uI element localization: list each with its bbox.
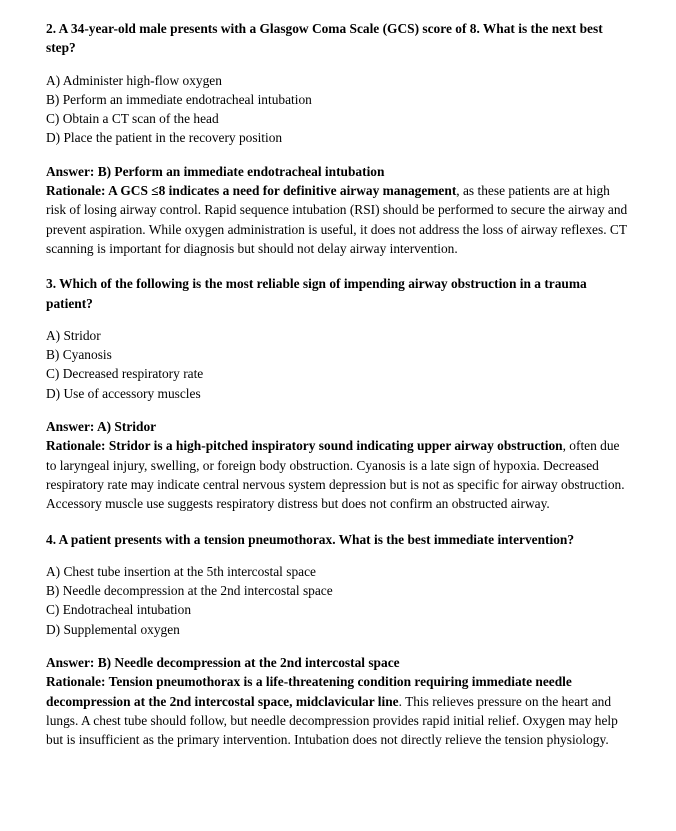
answer-group [46, 417, 630, 513]
answer-line: Answer: A) Stridor [46, 419, 157, 435]
answer-group [46, 162, 630, 258]
option-c[interactable]: C) Obtain a CT scan of the head [46, 111, 219, 127]
option-a[interactable]: A) Chest tube insertion at the 5th intercostal space [46, 563, 316, 579]
option-d[interactable]: D) Place the patient in the recovery position [46, 130, 283, 146]
option-b[interactable]: B) Needle decompression at the 2nd intercostal space [46, 583, 333, 599]
question-block-2 [46, 19, 630, 258]
rationale-body: . This relieves pressure on the heart and lungs. A chest tube should follow, but needle decompression provides rapid initial relief. Oxygen may help but is insufficient as the primary intervention. Intubation does not directly relieve the tension physiology. [46, 693, 618, 748]
question-stem: 2. A 34-year-old male presents with a Glasgow Coma Scale (GCS) score of 8. What is the next best step? [46, 21, 603, 56]
rationale-text [46, 181, 630, 258]
answer-options-list [46, 562, 630, 639]
option-b[interactable]: B) Perform an immediate endotracheal intubation [46, 91, 312, 107]
answer-line: Answer: B) Perform an immediate endotracheal intubation [46, 163, 385, 179]
rationale-body: , as these patients are at high risk of losing airway control. Rapid sequence intubation (RSI) should be performed to secure the airway and prevent aspiration. While oxygen administration is useful, it does not address the loss of airway reflexes. CT scanning is important for diagnosis but should not delay airway intervention. [46, 183, 628, 256]
option-a[interactable]: A) Stridor [46, 327, 101, 343]
rationale-lead: Rationale: Tension pneumothorax is a life-threatening condition requiring immediate needle decompression at the 2nd intercostal space, midclavicular line [46, 674, 572, 709]
rationale-body: , often due to laryngeal injury, swelling, or foreign body obstruction. Cyanosis is a late sign of hypoxia. Decreased respiratory rate may indicate central nervous system depression but is not as specific for airway obstruction. Accessory muscle use suggests respiratory distress but does not confirm an obstructed airway. [46, 438, 625, 512]
answer-options-list [46, 326, 630, 403]
option-c[interactable]: C) Decreased respiratory rate [46, 366, 204, 382]
rationale-text [46, 672, 630, 749]
question-block-3 [46, 274, 630, 513]
answer-options-list [46, 71, 630, 148]
answer-line: Answer: B) Needle decompression at the 2nd intercostal space [46, 655, 400, 671]
option-c[interactable]: C) Endotracheal intubation [46, 602, 192, 618]
option-b[interactable]: B) Cyanosis [46, 347, 112, 363]
question-stem: 4. A patient presents with a tension pneumothorax. What is the best immediate intervention? [46, 531, 575, 547]
option-d[interactable]: D) Use of accessory muscles [46, 385, 201, 401]
rationale-text [46, 436, 630, 513]
option-d[interactable]: D) Supplemental oxygen [46, 621, 180, 637]
option-a[interactable]: A) Administer high-flow oxygen [46, 72, 222, 88]
answer-group [46, 653, 630, 749]
rationale-lead: Rationale: Stridor is a high-pitched inspiratory sound indicating upper airway obstruction [46, 438, 563, 454]
question-stem: 3. Which of the following is the most reliable sign of impending airway obstruction in a trauma patient? [46, 276, 587, 311]
rationale-lead: Rationale: A GCS ≤8 indicates a need for definitive airway management [46, 183, 457, 199]
question-block-4 [46, 530, 630, 750]
